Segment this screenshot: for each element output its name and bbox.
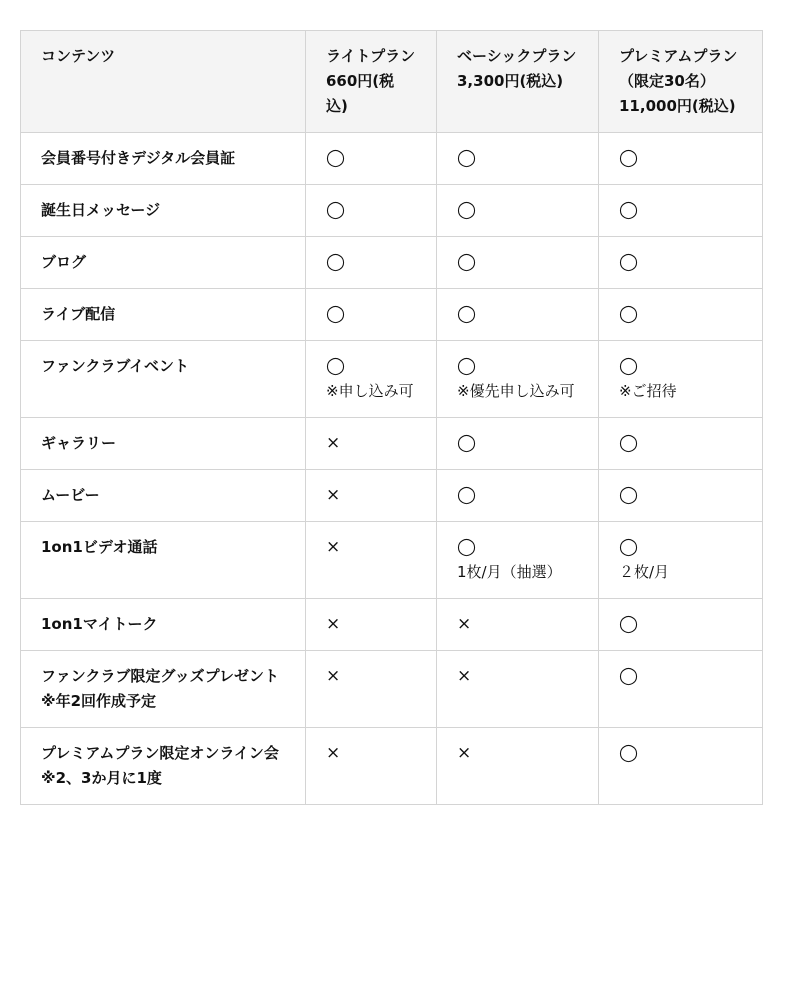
- plan-price: 660円(税込): [326, 72, 395, 115]
- circle-mark-icon: ◯: [326, 200, 346, 220]
- plan-cell-note: ２枚/月: [619, 563, 670, 581]
- feature-label-cell: [21, 289, 306, 341]
- plan-cell: [306, 289, 437, 341]
- plan-cell: [437, 728, 599, 805]
- plan-name: ベーシックプラン: [457, 47, 577, 65]
- cross-mark-icon: ×: [326, 666, 341, 686]
- cross-mark-icon: ×: [457, 614, 472, 634]
- circle-mark-icon: ◯: [619, 743, 639, 763]
- table-row: [21, 470, 763, 522]
- plan-name: ライトプラン: [326, 47, 416, 65]
- circle-mark-icon: ◯: [619, 252, 639, 272]
- circle-mark-icon: ◯: [457, 304, 477, 324]
- circle-mark-icon: ◯: [619, 537, 639, 557]
- table-row: [21, 522, 763, 599]
- cross-mark-icon: ×: [326, 485, 341, 505]
- table-header: [21, 31, 763, 133]
- table-row: [21, 728, 763, 805]
- plan-cell: [599, 651, 763, 728]
- circle-mark-icon: ◯: [619, 614, 639, 634]
- table-body: [21, 133, 763, 805]
- plan-cell: [306, 728, 437, 805]
- table-row: [21, 237, 763, 289]
- plan-cell-note: ※優先申し込み可: [457, 382, 575, 400]
- plan-cell: [599, 522, 763, 599]
- circle-mark-icon: ◯: [326, 252, 346, 272]
- plan-cell: [599, 728, 763, 805]
- plan-cell: [599, 599, 763, 651]
- feature-label-cell: [21, 341, 306, 418]
- plan-cell-note: ※ご招待: [619, 382, 677, 400]
- plan-cell: [599, 418, 763, 470]
- cross-mark-icon: ×: [326, 537, 341, 557]
- circle-mark-icon: ◯: [619, 433, 639, 453]
- circle-mark-icon: ◯: [457, 200, 477, 220]
- circle-mark-icon: ◯: [619, 485, 639, 505]
- plan-cell: [306, 185, 437, 237]
- circle-mark-icon: ◯: [457, 148, 477, 168]
- header-row: [21, 31, 763, 133]
- plan-cell: [599, 289, 763, 341]
- feature-label-cell: [21, 728, 306, 805]
- feature-label-cell: [21, 133, 306, 185]
- circle-mark-icon: ◯: [619, 148, 639, 168]
- circle-mark-icon: ◯: [619, 304, 639, 324]
- feature-label-cell: [21, 599, 306, 651]
- plan-cell: [306, 651, 437, 728]
- circle-mark-icon: ◯: [619, 356, 639, 376]
- plan-cell: [306, 133, 437, 185]
- plan-cell: [599, 341, 763, 418]
- feature-label-cell: [21, 185, 306, 237]
- plan-cell: [599, 470, 763, 522]
- circle-mark-icon: ◯: [457, 252, 477, 272]
- cross-mark-icon: ×: [457, 666, 472, 686]
- plan-cell: [599, 133, 763, 185]
- plan-comparison-table: [20, 30, 763, 805]
- content-column-header: [21, 31, 306, 133]
- circle-mark-icon: ◯: [457, 356, 477, 376]
- plan-cell-note: 1枚/月（抽選）: [457, 563, 562, 581]
- table-row: [21, 418, 763, 470]
- feature-label: ブログ: [41, 253, 87, 271]
- feature-label: ライブ配信: [41, 305, 116, 323]
- content-column-label: コンテンツ: [41, 47, 116, 65]
- table-row: [21, 185, 763, 237]
- plan-cell: [437, 522, 599, 599]
- plan-limit-note: （限定30名）: [619, 72, 715, 90]
- plan-cell: [306, 470, 437, 522]
- plan-cell: [437, 133, 599, 185]
- feature-label-cell: [21, 418, 306, 470]
- plan-price: 3,300円(税込): [457, 72, 564, 90]
- circle-mark-icon: ◯: [619, 666, 639, 686]
- feature-label: ファンクラブイベント: [41, 357, 190, 375]
- plan-header-light: [306, 31, 437, 133]
- table-row: [21, 133, 763, 185]
- plan-cell: [306, 522, 437, 599]
- feature-label: 会員番号付きデジタル会員証: [41, 149, 236, 167]
- table-row: [21, 599, 763, 651]
- circle-mark-icon: ◯: [457, 433, 477, 453]
- plan-cell: [437, 418, 599, 470]
- circle-mark-icon: ◯: [326, 148, 346, 168]
- feature-label: 誕生日メッセージ: [41, 201, 161, 219]
- feature-label-cell: [21, 237, 306, 289]
- plan-cell: [437, 599, 599, 651]
- plan-header-basic: [437, 31, 599, 133]
- plan-cell: [437, 341, 599, 418]
- feature-label-cell: [21, 522, 306, 599]
- circle-mark-icon: ◯: [326, 304, 346, 324]
- table-row: [21, 341, 763, 418]
- cross-mark-icon: ×: [326, 743, 341, 763]
- feature-label-note: ※2、3か月に1度: [41, 769, 162, 787]
- feature-label: 1on1ビデオ通話: [41, 538, 158, 556]
- table-row: [21, 289, 763, 341]
- plan-cell: [437, 651, 599, 728]
- plan-cell: [306, 599, 437, 651]
- plan-cell: [599, 237, 763, 289]
- circle-mark-icon: ◯: [457, 537, 477, 557]
- plan-price: 11,000円(税込): [619, 97, 736, 115]
- plan-cell: [437, 470, 599, 522]
- plan-header-premium: [599, 31, 763, 133]
- feature-label: ギャラリー: [41, 434, 117, 452]
- feature-label-cell: [21, 470, 306, 522]
- cross-mark-icon: ×: [326, 433, 341, 453]
- plan-cell: [306, 341, 437, 418]
- feature-label: ムービー: [41, 486, 100, 504]
- plan-cell: [437, 237, 599, 289]
- cross-mark-icon: ×: [326, 614, 341, 634]
- table-row: [21, 651, 763, 728]
- plan-cell: [599, 185, 763, 237]
- plan-cell: [306, 418, 437, 470]
- feature-label: プレミアムプラン限定オンライン会: [41, 744, 279, 762]
- plan-cell: [437, 185, 599, 237]
- plan-cell: [306, 237, 437, 289]
- feature-label: ファンクラブ限定グッズプレゼント: [41, 667, 280, 685]
- feature-label-cell: [21, 651, 306, 728]
- plan-cell: [437, 289, 599, 341]
- plan-name: プレミアムプラン: [619, 47, 738, 65]
- circle-mark-icon: ◯: [457, 485, 477, 505]
- cross-mark-icon: ×: [457, 743, 472, 763]
- feature-label-note: ※年2回作成予定: [41, 692, 157, 710]
- circle-mark-icon: ◯: [326, 356, 346, 376]
- feature-label: 1on1マイトーク: [41, 615, 158, 633]
- circle-mark-icon: ◯: [619, 200, 639, 220]
- plan-cell-note: ※申し込み可: [326, 382, 414, 400]
